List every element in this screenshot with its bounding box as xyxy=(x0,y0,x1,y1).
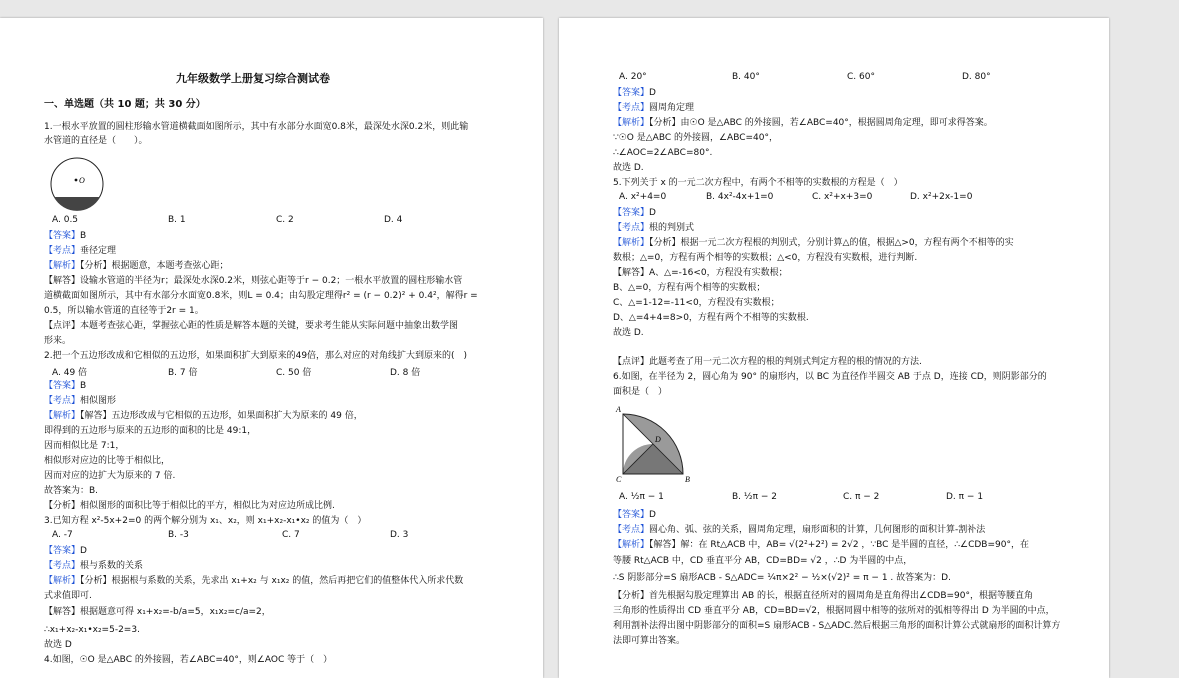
q4-line3: 故选 D. xyxy=(613,163,644,173)
q2-stem: 2.把一个五边形改成和它相似的五边形，如果面积扩大到原来的49倍，那么对应的对角线扩大到原来的( ) xyxy=(44,351,468,361)
q4-stem: 4.如图，☉O 是△ABC 的外接圆，若∠ABC=40°，则∠AOC 等于（ ） xyxy=(44,655,333,665)
q5-analysis: 【解析】【分析】根据一元二次方程根的判别式，分别计算△的值，根据△>0，方程有两个不相等的实 xyxy=(613,238,1014,248)
q3-line4: 故选 D xyxy=(44,640,72,650)
q2-line4: 因而对应的边扩大为原来的 7 倍. xyxy=(44,471,176,481)
q5-line1: 数根；△=0，方程有两个相等的实数根；△<0，方程没有实数根，进行判断. xyxy=(613,253,918,263)
q3-option-d: D. 3 xyxy=(390,530,409,540)
figure-label-b: B xyxy=(685,475,690,484)
q1-stem-line2: 水管道的直径是（ ）。 xyxy=(44,136,148,146)
q5-comment: 【点评】此题考查了用一元二次方程的根的判别式判定方程的根的情况的方法. xyxy=(613,357,922,367)
q3-line3: ∴x₁+x₂-x₁•x₂=5-2=3. xyxy=(44,625,140,635)
q2-option-a: A. 49 倍 xyxy=(52,368,88,378)
q1-solution-line1: 【解答】设输水管道的半径为r；最深处水深0.2米，则弦心距等于r − 0.2；一根水平放置的圆柱形输水管 xyxy=(44,276,463,286)
q2-line2: 因而相似比是 7:1， xyxy=(44,441,125,451)
q6-point: 【考点】圆心角、弧、弦的关系，圆周角定理，扇形面积的计算，几何图形的面积计算-割补法 xyxy=(613,525,986,535)
q5-option-d: D. x²+2x-1=0 xyxy=(910,192,973,202)
q6-line3: 【分析】首先根据勾股定理算出 AB 的长，根据直径所对的圆周角是直角得出∠CDB=90°，根据等腰直角 xyxy=(613,591,1034,601)
q2-point: 【考点】相似图形 xyxy=(44,396,117,406)
q2-option-c: C. 50 倍 xyxy=(276,368,312,378)
q1-comment-line2: 形来。 xyxy=(44,336,72,346)
q2-answer: 【答案】B xyxy=(44,381,87,391)
section-heading: 一、单选题（共 10 题；共 30 分） xyxy=(44,99,206,110)
q2-option-d: D. 8 倍 xyxy=(390,368,421,378)
q4-option-c: C. 60° xyxy=(847,72,875,82)
q2-option-b: B. 7 倍 xyxy=(168,368,198,378)
q5-option-a: A. x²+4=0 xyxy=(619,192,667,202)
q6-line4: 三角形的性质得出 CD 垂直平分 AB，CD=BD=√2，根据同圆中相等的弦所对的弧相等得出 D 为半圆的中点， xyxy=(613,606,1055,616)
q5-line3: B、△=0，方程有两个相等的实数根； xyxy=(613,283,766,293)
q1-comment-line1: 【点评】本题考查弦心距，掌握弦心距的性质是解答本题的关键，要求考生能从实际问题中抽象出数学图 xyxy=(44,321,459,331)
q5-line4: C、△=1-12=-11<0，方程没有实数根； xyxy=(613,298,780,308)
q1-point: 【考点】垂径定理 xyxy=(44,246,117,256)
q5-point: 【考点】根的判别式 xyxy=(613,223,695,233)
q6-option-c: C. π − 2 xyxy=(843,492,880,502)
q4-answer: 【答案】D xyxy=(613,88,656,98)
q5-stem: 5.下列关于 x 的一元二次方程中，有两个不相等的实数根的方程是（ ） xyxy=(613,178,903,188)
document-page-right xyxy=(559,18,1109,678)
figure-label-c: C xyxy=(616,475,622,484)
q3-option-c: C. 7 xyxy=(282,530,300,540)
q2-line1: 即得到的五边形与原来的五边形的面积的比是 49:1， xyxy=(44,426,257,436)
q1-analysis: 【解析】【分析】根据题意，本题考查弦心距； xyxy=(44,261,229,271)
q4-option-a: A. 20° xyxy=(619,72,647,82)
q2-analysis: 【解析】【解答】五边形改成与它相似的五边形，如果面积扩大为原来的 49 倍， xyxy=(44,411,363,421)
q4-option-d: D. 80° xyxy=(962,72,991,82)
q1-answer: 【答案】B xyxy=(44,231,87,241)
q5-line2: 【解答】A、△=-16<0，方程没有实数根； xyxy=(613,268,788,278)
q5-option-c: C. x²+x+3=0 xyxy=(812,192,873,202)
q6-option-d: D. π − 1 xyxy=(946,492,984,502)
page-title: 九年级数学上册复习综合测试卷 xyxy=(176,72,330,85)
q3-line1: 式求值即可. xyxy=(44,591,92,601)
q1-option-a: A. 0.5 xyxy=(52,215,79,225)
q6-analysis: 【解析】【解答】解：在 Rt△ACB 中，AB= √(2²+2²) = 2√2 ，∵BC 是半圆的直径，∴∠CDB=90°，在 xyxy=(613,540,1029,550)
q5-option-b: B. 4x²-4x+1=0 xyxy=(706,192,774,202)
q2-line6: 【分析】相似图形的面积比等于相似比的平方，相似比为对应边所成比例. xyxy=(44,501,335,511)
q5-answer: 【答案】D xyxy=(613,208,656,218)
q5-line5: D、△=4+4=8>0，方程有两个不相等的实数根. xyxy=(613,313,809,323)
q6-line6: 法即可算出答案。 xyxy=(613,636,686,646)
q5-line6: 故选 D. xyxy=(613,328,644,338)
q3-stem: 3.已知方程 x²-5x+2=0 的两个解分别为 x₁、x₂，则 x₁+x₂-x₁•x₂ 的值为（ ） xyxy=(44,516,367,526)
q2-line5: 故答案为：B. xyxy=(44,486,99,496)
q6-line1: 等腰 Rt△ACB 中，CD 垂直平分 AB，CD=BD= √2 ，∴D 为半圆的中点， xyxy=(613,556,913,566)
q4-line1: ∵☉O 是△ABC 的外接圆，∠ABC=40°， xyxy=(613,133,778,143)
q6-answer: 【答案】D xyxy=(613,510,656,520)
q6-line5: 利用割补法得出图中阴影部分的面积=S 扇形ACB - S△ADC.然后根据三角形的面积计算公式就扇形的面积计算方 xyxy=(613,621,1061,631)
q1-option-b: B. 1 xyxy=(168,215,186,225)
q3-answer: 【答案】D xyxy=(44,546,87,556)
q6-option-b: B. ½π − 2 xyxy=(732,492,778,502)
q2-line3: 相似形对应边的比等于相似比， xyxy=(44,456,171,466)
q4-line2: ∴∠AOC=2∠ABC=80°. xyxy=(613,148,713,158)
q6-stem-line2: 面积是（ ） xyxy=(613,387,668,397)
q6-line2: ∴S 阴影部分=S 扇形ACB - S△ADC= ¼π×2² − ½×(√2)² = π − 1 . 故答案为：D. xyxy=(613,573,951,583)
q3-point: 【考点】根与系数的关系 xyxy=(44,561,144,571)
figure-label-o: O xyxy=(79,176,85,185)
q6-option-a: A. ½π − 1 xyxy=(619,492,664,502)
q3-option-a: A. -7 xyxy=(52,530,73,540)
q1-solution-line2: 道横截面如图所示，其中有水部分水面宽0.8米，则L = 0.4；由勾股定理得r² = (r − 0.2)² + 0.4²，解得r = xyxy=(44,291,478,301)
sector-semicircle-figure xyxy=(615,402,695,484)
pipe-cross-section-figure xyxy=(46,156,108,212)
q3-option-b: B. -3 xyxy=(168,530,189,540)
q3-analysis: 【解析】【分析】根据根与系数的关系，先求出 x₁+x₂ 与 x₁x₂ 的值，然后再把它们的值整体代入所求代数 xyxy=(44,576,464,586)
q4-analysis: 【解析】【分析】由☉O 是△ABC 的外接圆，若∠ABC=40°，根据圆周角定理，即可求得答案。 xyxy=(613,118,993,128)
q4-point: 【考点】圆周角定理 xyxy=(613,103,695,113)
figure-label-a: A xyxy=(616,405,621,414)
q3-line2: 【解答】根据题意可得 x₁+x₂=-b/a=5，x₁x₂=c/a=2， xyxy=(44,607,271,617)
q1-option-d: D. 4 xyxy=(384,215,403,225)
q1-option-c: C. 2 xyxy=(276,215,294,225)
q1-solution-line3: 0.5，所以输水管道的直径等于2r = 1。 xyxy=(44,306,204,316)
q1-stem-line1: 1.一根水平放置的圆柱形输水管道横截面如图所示，其中有水部分水面宽0.8米，最深处水深0.2米，则此输 xyxy=(44,122,469,132)
document-page-left xyxy=(0,18,543,678)
figure-label-d: D xyxy=(655,435,661,444)
q4-option-b: B. 40° xyxy=(732,72,760,82)
q6-stem-line1: 6.如图，在半径为 2，圆心角为 90° 的扇形内，以 BC 为直径作半圆交 AB 于点 D，连接 CD，则阴影部分的 xyxy=(613,372,1047,382)
